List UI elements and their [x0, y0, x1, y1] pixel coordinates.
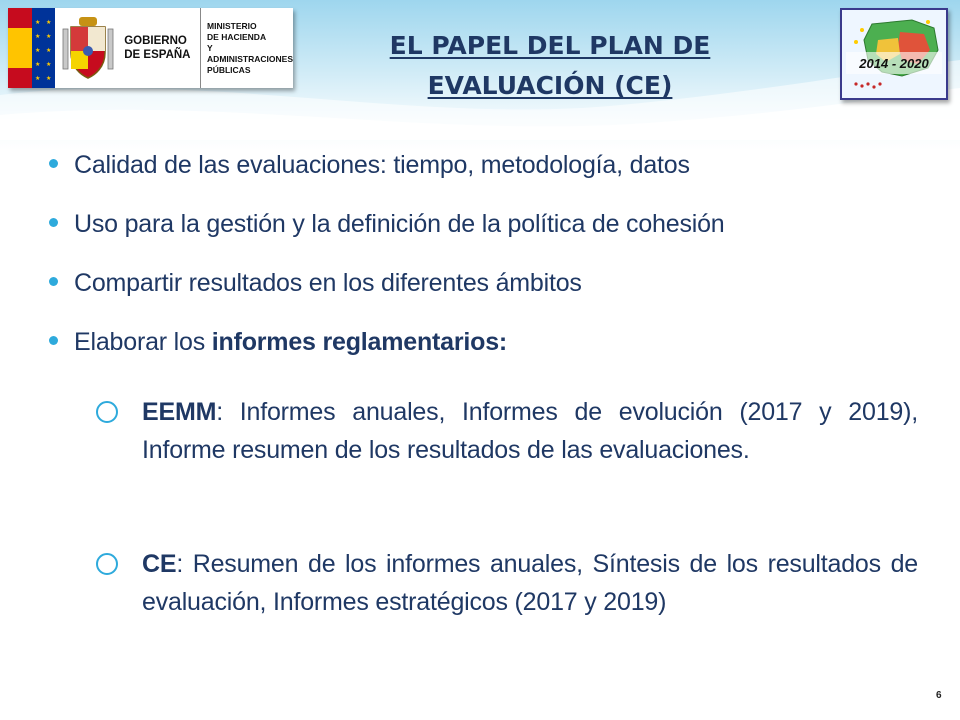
bullet-dot-icon [49, 277, 58, 286]
bullet-text: Calidad de las evaluaciones: tiempo, metodología, datos [74, 151, 690, 179]
svg-text:★: ★ [34, 61, 41, 68]
svg-text:★: ★ [34, 47, 41, 54]
svg-text:★: ★ [45, 47, 52, 54]
bullet-dot-icon [49, 159, 58, 168]
svg-text:★: ★ [34, 33, 41, 40]
bullet-text: Uso para la gestión y la definición de la política de cohesión [74, 210, 725, 238]
bullet-bold-text: informes reglamentarios: [211, 328, 508, 356]
bullet-item [46, 268, 926, 327]
svg-text:★: ★ [34, 75, 41, 82]
bullet-text: Compartir resultados en los diferentes ámbitos [74, 269, 582, 297]
government-logo [8, 8, 293, 88]
bullet-item [46, 327, 926, 386]
spain-map-icon [842, 10, 946, 98]
svg-text:★: ★ [45, 75, 52, 82]
bullet-dot-icon [49, 336, 58, 345]
svg-text:★: ★ [34, 19, 41, 26]
ministry-label-line2: DE HACIENDA [207, 31, 267, 42]
sub-bullet-bold-text: EEMM [142, 398, 217, 426]
slide-title [300, 26, 800, 106]
government-label-line2: DE ESPAÑA [124, 49, 191, 61]
ministry-label-line4: PÚBLICAS [207, 64, 251, 75]
bullet-dot-icon [49, 218, 58, 227]
sub-bullet-item [96, 393, 918, 469]
sub-bullet-item [96, 545, 918, 621]
ministry-label-line1: MINISTERIO [207, 20, 257, 31]
period-label: 2014 - 2020 [859, 56, 929, 71]
sub-bullet-text: : Resumen de los informes anuales, Síntesis de los resultados de evaluación, Informes estratégicos (2017 y 2019) [142, 550, 918, 616]
coat-of-arms-icon [55, 8, 120, 88]
slide-title-line2: EVALUACIÓN (CE) [427, 71, 673, 100]
ring-bullet-icon [96, 401, 118, 423]
bullet-item [46, 209, 926, 268]
bullet-item [46, 150, 926, 209]
bullet-text: Elaborar los [74, 328, 212, 356]
ministry-label-line3: Y ADMINISTRACIONES [207, 42, 293, 64]
ministry-label [201, 8, 293, 88]
svg-text:★: ★ [45, 33, 52, 40]
svg-text:★: ★ [45, 19, 52, 26]
sub-bullet-text: : Informes anuales, Informes de evolución (2017 y 2019), Informe resumen de los resultados de las evaluaciones. [142, 398, 918, 464]
svg-text:★: ★ [45, 61, 52, 68]
government-label [120, 8, 201, 88]
eu-flag-icon [32, 8, 56, 88]
bullet-list [46, 150, 926, 386]
sub-bullet-bold-text: CE [142, 550, 177, 578]
ring-bullet-icon [96, 553, 118, 575]
slide-title-line1: EL PAPEL DEL PLAN DE [389, 31, 711, 60]
programming-period-logo [840, 8, 948, 100]
government-label-line1: GOBIERNO [124, 35, 187, 47]
page-number: 6 [936, 690, 942, 701]
spain-flag-icon [8, 8, 32, 88]
